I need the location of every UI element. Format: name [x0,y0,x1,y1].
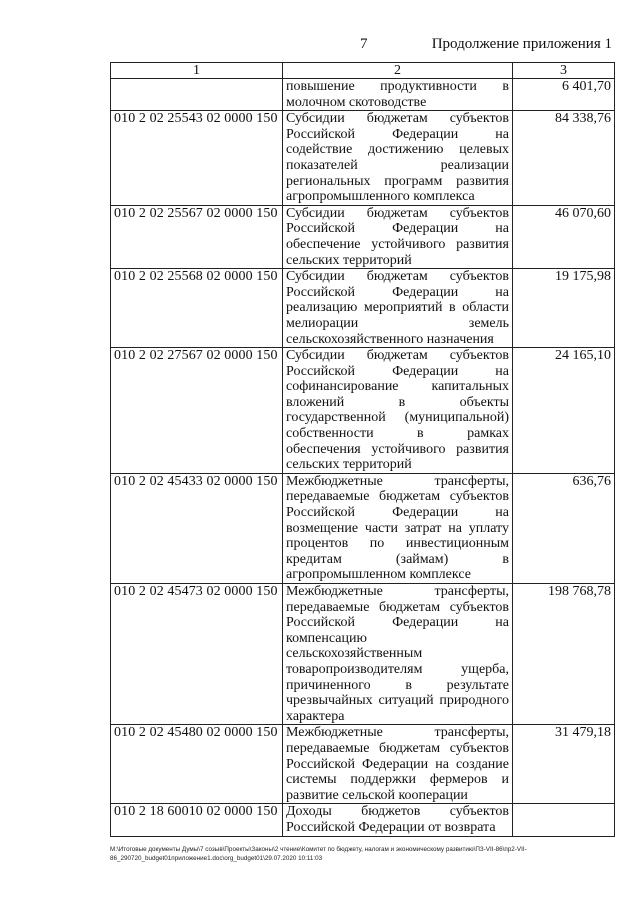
amount-cell: 198 768,78 [513,584,615,725]
income-name-line: сельскохозяйственным [286,646,423,662]
table-row [111,584,615,725]
income-name-cell [283,804,513,836]
table-row [111,205,615,268]
income-name-line: характера [286,708,345,724]
income-name-cell [283,584,513,725]
income-name-line: реализацию мероприятий в области [286,300,509,316]
income-name-line: Межбюджетные трансферты, [286,473,509,489]
budget-code-cell [111,79,283,111]
income-name-line: Субсидии бюджетам субъектов [286,111,509,127]
income-name-line: содействие достижению целевых [286,142,509,158]
budget-code-cell: 010 2 02 27567 02 0000 150 [111,348,283,474]
income-name-line: собственности в рамках [286,426,509,442]
budget-code-cell: 010 2 02 45433 02 0000 150 [111,473,283,583]
income-name-line: государственной (муниципальной) [286,410,509,426]
file-path-line-2: 86_290720_budget01приложение1.doc\org_budget01\29.07.2020 10:11:03 [110,855,323,862]
income-name-line: передаваемые бюджетам субъектов [286,740,509,756]
income-name-cell [283,79,513,111]
income-name-line: сельских территорий [286,252,412,268]
column-header-2: 2 [283,63,513,79]
income-name-line: Субсидии бюджетам субъектов [286,348,509,364]
income-name-cell [283,725,513,804]
income-name-line: региональных программ развития [286,173,509,189]
budget-code-cell: 010 2 02 45480 02 0000 150 [111,725,283,804]
budget-code-cell: 010 2 02 45473 02 0000 150 [111,584,283,725]
income-name-line: агропромышленном комплексе [286,567,471,583]
income-name-line: Российской Федерации на [286,505,509,521]
amount-cell: 31 479,18 [513,725,615,804]
file-path-line-1: M:\Итоговые документы Думы\7 созыв\Проекты\Законы\2 чтение\Комитет по бюджету, налогам и экономическому развитию\ПЗ-VII-86\пр2-VII- [110,846,527,853]
table-row [111,269,615,348]
income-name-line: Межбюджетные трансферты, [286,725,509,741]
income-name-line: процентов по инвестиционным [286,536,509,552]
amount-cell: 84 338,76 [513,111,615,206]
table-row [111,804,615,836]
income-name-line: мелиорации земель [286,315,509,331]
income-name-line: молочном скотоводстве [286,94,427,110]
income-name-line: передаваемые бюджетам субъектов [286,599,509,615]
income-name-line: агропромышленного комплекса [286,189,475,205]
income-name-line: сельскохозяйственного назначения [286,331,494,347]
budget-code-cell: 010 2 02 25568 02 0000 150 [111,269,283,348]
table-row [111,111,615,206]
budget-code-cell: 010 2 18 60010 02 0000 150 [111,804,283,836]
column-header-3: 3 [513,63,615,79]
file-path-footer [110,845,615,863]
income-name-line: софинансирование капитальных [286,379,509,395]
income-name-cell [283,473,513,583]
amount-cell: 6 401,70 [513,79,615,111]
amount-cell [513,804,615,836]
budget-code-cell: 010 2 02 25543 02 0000 150 [111,111,283,206]
income-name-line: обеспечение устойчивого развития [286,236,509,252]
table-header-row [111,63,615,79]
income-name-line: компенсацию [286,630,367,646]
amount-cell: 636,76 [513,473,615,583]
income-name-line: развитие сельской кооперации [286,787,468,803]
income-name-line: Российской Федерации на [286,126,509,142]
income-name-line: Российской Федерации на [286,363,509,379]
amount-cell: 24 165,10 [513,348,615,474]
income-name-line: Субсидии бюджетам субъектов [286,205,509,221]
income-name-line: показателей реализации [286,157,509,173]
table-row [111,725,615,804]
amount-cell: 46 070,60 [513,205,615,268]
income-name-line: кредитам (займам) в [286,551,509,567]
income-name-line: Российской Федерации на создание [286,756,509,772]
budget-code-cell: 010 2 02 25567 02 0000 150 [111,205,283,268]
income-name-cell [283,205,513,268]
table-row [111,348,615,474]
income-name-line: повышение продуктивности в [286,79,509,94]
income-name-line: обеспечения устойчивого развития [286,441,509,457]
income-name-line: вложений в объекты [286,394,509,410]
column-header-1: 1 [111,63,283,79]
income-name-line: системы поддержки фермеров и [286,772,509,788]
table-row [111,473,615,583]
income-name-line: Российской Федерации на [286,615,509,631]
income-name-line: Доходы бюджетов субъектов [286,804,509,820]
page-number: 7 [360,36,368,52]
income-name-line: Российской Федерации на [286,284,509,300]
income-name-line: сельских территорий [286,457,412,473]
income-name-cell [283,269,513,348]
continuation-label: Продолжение приложения 1 [431,36,612,52]
income-name-line: причиненного в результате [286,677,509,693]
amount-cell: 19 175,98 [513,269,615,348]
income-name-line: возмещение части затрат на уплату [286,520,509,536]
income-name-cell [283,111,513,206]
budget-table [110,62,615,837]
table-row [111,79,615,111]
income-name-line: Российской Федерации на [286,221,509,237]
income-name-line: передаваемые бюджетам субъектов [286,489,509,505]
income-name-line: товаропроизводителям ущерба, [286,661,509,677]
income-name-line: Российской Федерации от возврата [286,819,496,835]
income-name-line: чрезвычайных ситуаций природного [286,693,509,709]
income-name-line: Субсидии бюджетам субъектов [286,269,509,285]
income-name-cell [283,348,513,474]
income-name-line: Межбюджетные трансферты, [286,584,509,599]
